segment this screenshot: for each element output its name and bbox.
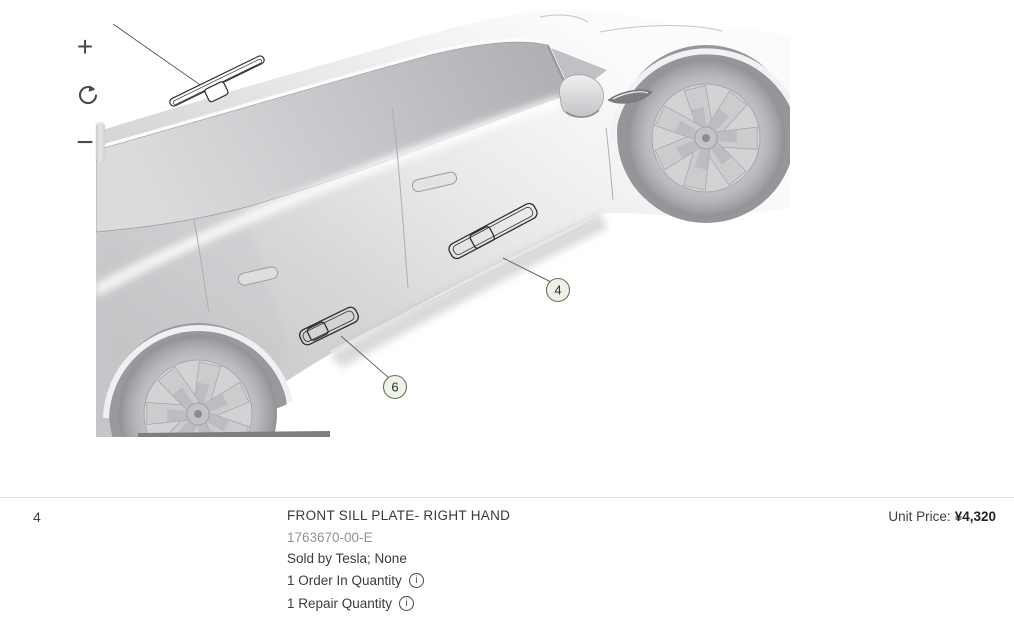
part-details <box>287 508 510 619</box>
repair-quantity-label: 1 Repair Quantity <box>287 596 393 611</box>
part-ref-number: 4 <box>33 509 41 525</box>
unit-price <box>888 508 996 524</box>
repair-quantity-line <box>287 596 510 611</box>
order-in-quantity-line <box>287 573 510 588</box>
car-3d-viewport[interactable] <box>96 0 790 437</box>
order-in-quantity-label: 1 Order In Quantity <box>287 573 402 588</box>
unit-price-value: ¥4,320 <box>954 509 996 524</box>
info-icon[interactable]: i <box>409 573 424 588</box>
unit-price-label: Unit Price: <box>888 509 951 524</box>
part-row <box>0 498 1014 619</box>
info-icon[interactable]: i <box>399 596 414 611</box>
front-wheel <box>627 59 785 217</box>
rotate-reset-icon <box>75 83 99 107</box>
zoom-slider-thumb[interactable] <box>96 122 105 162</box>
svg-text:4: 4 <box>554 282 562 298</box>
svg-text:6: 6 <box>391 379 399 395</box>
callout-6[interactable] <box>384 376 407 399</box>
part-number: 1763670-00-E <box>287 530 373 545</box>
callout-4[interactable] <box>547 279 570 302</box>
car-illustration <box>96 9 790 437</box>
part-detail-panel <box>0 497 1014 619</box>
viewer-controls <box>0 0 120 180</box>
reset-rotation-button[interactable] <box>71 79 103 111</box>
side-mirror <box>559 75 603 118</box>
zoom-out-button[interactable]: − <box>69 127 101 159</box>
part-availability: Sold by Tesla; None <box>287 551 407 566</box>
part-name: FRONT SILL PLATE- RIGHT HAND <box>287 508 511 523</box>
zoom-in-button[interactable]: + <box>69 31 101 63</box>
